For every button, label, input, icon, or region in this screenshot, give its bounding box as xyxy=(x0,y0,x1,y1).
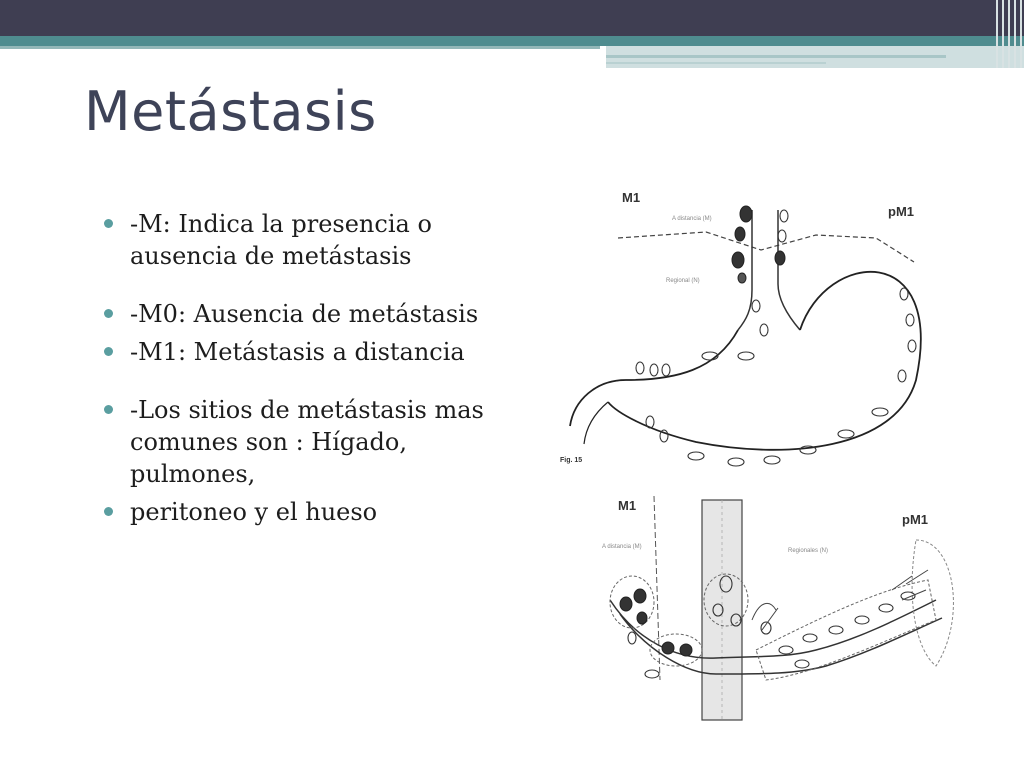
pancreas-illustration xyxy=(602,496,953,720)
header-teal-band xyxy=(0,36,1024,46)
top-annotation-regional: Regional (N) xyxy=(666,278,700,284)
bullet-list xyxy=(104,208,524,528)
bullet-item: -M1: Metástasis a distancia xyxy=(104,336,524,368)
bottom-annotation-regional: Regionales (N) xyxy=(788,548,829,554)
bullet-item: -Los sitios de metástasis mas comunes son : Hígado, pulmones, xyxy=(104,394,524,490)
top-label-pm1: pM1 xyxy=(888,204,914,219)
header-stripes xyxy=(992,0,1024,68)
header-right-line xyxy=(606,55,946,58)
bullet-item: peritoneo y el hueso xyxy=(104,496,524,528)
stomach-illustration xyxy=(560,190,921,466)
bottom-label-pm1: pM1 xyxy=(902,512,928,527)
bottom-label-m1: M1 xyxy=(618,498,637,513)
metastasis-diagram xyxy=(556,180,956,730)
bullet-item: -M: Indica la presencia o ausencia de metástasis xyxy=(104,208,524,272)
bottom-annotation-distance: A distancia (M) xyxy=(602,544,642,550)
figure-caption: Fig. 15 xyxy=(560,457,583,464)
top-annotation-distance: A distancia (M) xyxy=(672,216,712,222)
header-dark-band xyxy=(0,0,1024,36)
bullet-item: -M0: Ausencia de metástasis xyxy=(104,298,524,330)
page-title: Metástasis xyxy=(84,80,377,143)
header-teal-line xyxy=(0,46,600,49)
header-right-line xyxy=(606,62,826,64)
top-label-m1: M1 xyxy=(622,190,641,205)
